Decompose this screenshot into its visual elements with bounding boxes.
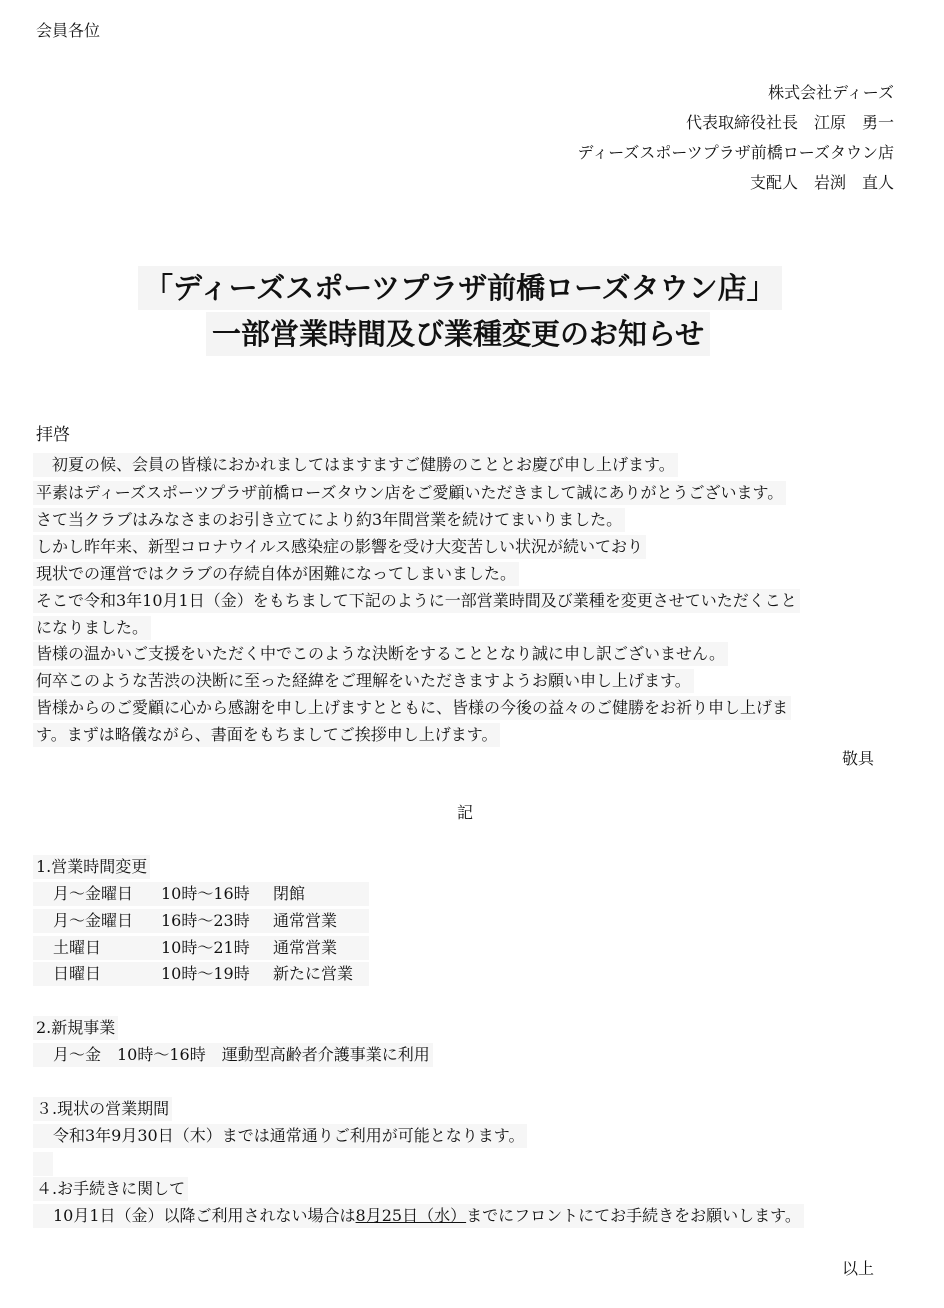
schedule-row (33, 882, 369, 906)
schedule-status: 通常営業 (273, 911, 338, 930)
body-line: 何卒このような苦渋の決断に至った経緯をご理解をいただきますようお願い申し上げます。 (33, 669, 694, 693)
section4-heading: ４.お手続きに関して (33, 1177, 188, 1201)
body-line: 初夏の候、会員の皆様におかれましてはますますご健勝のこととお慶び申し上げます。 (33, 453, 678, 477)
section4-line (33, 1204, 804, 1228)
section2-line: 月～金 10時～16時 運動型高齢者介護事業に利用 (33, 1043, 433, 1067)
section3-heading: ３.現状の営業期間 (33, 1097, 172, 1121)
schedule-status: 閉館 (273, 884, 306, 903)
body-line: 皆様の温かいご支援をいただく中でこのような決断をすることとなり誠に申し訳ございません。 (33, 642, 728, 666)
deadline-date: 8月25日（水） (355, 1206, 467, 1225)
sender-store: ディーズスポーツプラザ前橋ローズタウン店 (577, 143, 894, 162)
section4-line-post: までにフロントにてお手続きをお願いします。 (466, 1206, 801, 1225)
body-line: しかし昨年来、新型コロナウイルス感染症の影響を受け大変苦しい状況が続いており (33, 535, 646, 559)
sender-president: 代表取締役社長 江原 勇一 (685, 113, 894, 132)
schedule-row (33, 909, 369, 933)
schedule-status: 新たに営業 (273, 964, 354, 983)
section4-spacer (33, 1152, 53, 1176)
schedule-days: 月～金曜日 (53, 884, 134, 903)
end-mark: 以上 (841, 1259, 874, 1278)
schedule-days: 土曜日 (53, 938, 102, 957)
sender-manager: 支配人 岩渕 直人 (749, 173, 894, 192)
title-line-1: 「ディーズスポーツプラザ前橋ローズタウン店」 (138, 266, 782, 310)
schedule-time: 16時～23時 (161, 911, 250, 930)
section4-line-pre: 10月1日（金）以降ご利用されない場合は (53, 1206, 356, 1225)
greeting: 拝啓 (36, 425, 70, 445)
body-line: になりました。 (33, 616, 151, 640)
closing: 敬具 (841, 749, 874, 768)
title-line-2: 一部営業時間及び業種変更のお知らせ (206, 312, 710, 356)
body-line: す。まずは略儀ながら、書面をもちましてご挨拶申し上げます。 (33, 723, 500, 747)
schedule-days: 月～金曜日 (53, 911, 134, 930)
body-line: 平素はディーズスポーツプラザ前橋ローズタウン店をご愛顧いただきまして誠にありがとうございます。 (33, 481, 786, 505)
body-line: さて当クラブはみなさまのお引き立てにより約3年間営業を続けてまいりました。 (33, 508, 625, 532)
section3-line: 令和3年9月30日（木）までは通常通りご利用が可能となります。 (33, 1124, 527, 1148)
schedule-time: 10時～19時 (161, 964, 250, 983)
section1-heading: 1.営業時間変更 (33, 855, 150, 879)
section2-heading: 2.新規事業 (33, 1016, 118, 1040)
body-line: 現状での運営ではクラブの存続自体が困難になってしまいました。 (33, 562, 519, 586)
schedule-time: 10時～16時 (161, 884, 250, 903)
ki-mark: 記 (457, 803, 474, 822)
addressee: 会員各位 (36, 21, 101, 40)
schedule-status: 通常営業 (273, 938, 338, 957)
schedule-time: 10時～21時 (161, 938, 250, 957)
schedule-days: 日曜日 (53, 964, 102, 983)
sender-company: 株式会社ディーズ (768, 83, 894, 102)
schedule-row (33, 962, 369, 986)
schedule-row (33, 936, 369, 960)
body-line: そこで令和3年10月1日（金）をもちまして下記のように一部営業時間及び業種を変更させていただくこと (33, 589, 800, 613)
body-line: 皆様からのご愛顧に心から感謝を申し上げますとともに、皆様の今後の益々のご健勝をお祈り申し上げま (33, 696, 791, 720)
